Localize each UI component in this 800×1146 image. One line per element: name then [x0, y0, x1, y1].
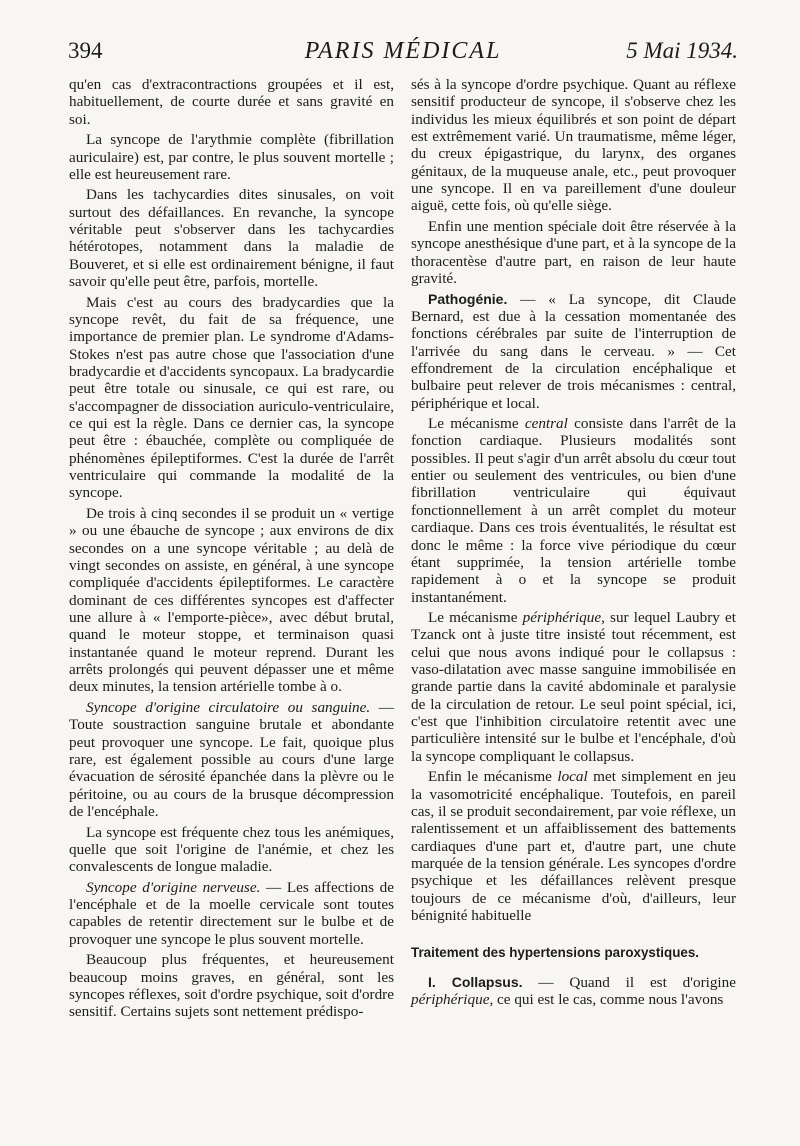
subheading: Pathogénie.	[428, 290, 508, 307]
paragraph: qu'en cas d'extracontractions groupées et il est, habituellement, de courte durée et sans gravité en soi.	[69, 76, 394, 128]
page-number: 394	[68, 38, 103, 63]
paragraph	[69, 879, 394, 948]
paragraph-text: — Toute soustraction sanguine brutale et abondante peut provoquer une syncope. Le fait, quoique plus rare, est également possible au cours d'une large évacuation de sérosité épanchée dans la plèvre ou le péritoine, ou au cours de la brusque décompression de l'encéphale.	[69, 698, 394, 821]
paragraph-text: Le mécanisme	[428, 609, 523, 627]
paragraph: Dans les tachycardies dites sinusales, on voit surtout des défaillances. En revanche, la syncope véritable peut s'observer dans les tachycardies hétérotopes, notamment dans la maladie de Bouveret, et si elle est ordinairement bénigne, il faut savoir qu'elle peut être, parfois, mortelle.	[69, 186, 394, 291]
journal-title: PARIS MÉDICAL	[304, 38, 502, 64]
paragraph: sés à la syncope d'ordre psychique. Quant au réflexe sensitif producteur de syncope, il s'observe chez les individus les mieux équilibrés et son point de départ est extrêmement varié. Un traumatisme, même léger, du creux épigastrique, du larynx, des organes génitaux, de la muqueuse anale, etc., peut provoquer une syncope. Il en va pareillement d'une douleur aiguë, cette fois, où qu'elle siège.	[411, 76, 736, 215]
paragraph	[411, 768, 736, 924]
paragraph: La syncope est fréquente chez tous les anémiques, quelle que soit l'origine de l'anémie, et chez les convalescents de longue maladie.	[69, 823, 394, 876]
paragraph-text: , sur lequel Laubry et Tzanck ont à juste titre insisté tout récemment, est celui que nous avons indiqué pour le collapsus : vaso-dilatation avec masse sanguine immobilisée en grande partie dans la cavité abdominale et paralysie de la circulation de retour. Le seul point spécial, ici, c'est que l'inhibition circulatoire retentit avec une particulière intensité sur le bulbe et l'encéphale, d'où la syncope compliquant le collapsus.	[411, 609, 736, 765]
paragraph-text: Le mécanisme	[428, 415, 525, 433]
issue-date: 5 Mai 1934.	[626, 38, 738, 63]
paragraph-text: , ce qui est le cas, comme nous l'avons	[489, 991, 724, 1009]
left-column	[69, 76, 394, 1024]
section-title: Traitement des hypertensions paroxystiques.	[411, 945, 699, 961]
paragraph: De trois à cinq secondes il se produit un « vertige » ou une ébauche de syncope ; aux environs de dix secondes on a une syncope véritable ; au delà de vingt secondes on assiste, en général, à une syncope compliquée d'accidents épileptiformes. Le caractère dominant de ces différentes syncopes est d'affecter une allure à « l'emporte-pièce», avec début brutal, quand le moteur stoppe, et terminaison quasi instantanée quand le moteur reprend. Durant les arrêts prolongés qui peuvent dépasser une et même deux minutes, la tension artérielle tombe à o.	[69, 505, 394, 696]
paragraph: Beaucoup plus fréquentes, et heureusement beaucoup moins graves, en général, sont les syncopes réflexes, soit d'ordre psychique, soit d'ordre sensitif. Certains sujets sont nettement prédispo-	[69, 951, 394, 1021]
paragraph-text: — Les affections de l'encéphale et de la moelle cervicale sont toutes capables de retentir directement sur le bulbe et de provoquer une syncope le plus souvent mortelle.	[69, 878, 394, 948]
paragraph-text: met simplement en jeu la vasomotricité encéphalique. Toutefois, en pareil cas, il se produit secondairement, par voie réflexe, un ralentissement et un affaiblissement des battements cardiaques d'une part et, d'autre part, une chute marquée de la tension générale. Les syncopes d'ordre psychique et les défaillances relèvent presque toujours de ce mécanisme d'où, d'ailleurs, leur bénignité habituelle	[411, 768, 736, 925]
paragraph: Mais c'est au cours des bradycardies que la syncope revêt, du fait de sa fréquence, une importance de premier plan. Le syndrome d'Adams-Stokes n'est pas autre chose que l'association d'une bradycardie et d'accidents syncopaux. La bradycardie peut être totale ou sinusale, ce qui est rare, ou s'accompagner de dissociation auriculo-ventriculaire, ce qui est la règle. Dans ce dernier cas, la syncope peut être : ébauchée, complète ou compliquée de phénomènes épileptiformes. C'est la durée de l'arrêt ventriculaire qui commande la modalité de la syncope.	[69, 293, 394, 502]
paragraph	[411, 291, 736, 412]
paragraph-text: — « La syncope, dit Claude Bernard, est due à la cessation momentanée des fonctions cérébrales par suite de l'interruption de l'arrivée du sang dans le cerveau. » — Cet effondrement de la circulation encéphalique et bulbaire peut relever de trois mécanismes : central, périphérique et local.	[411, 290, 736, 412]
paragraph-text: consiste dans l'arrêt de la fonction cardiaque. Plusieurs modalités sont possibles. Il peut s'agir d'un arrêt absolu du cœur tout entier ou seulement des ventricules, ou bien d'une fibrillation ventriculaire qui équivaut fonctionnellement à un arrêt complet du moteur cardiaque. Dans ces trois éventualités, le résultat est donc le même : la force vive périodique du cœur étant supprimée, la tension artérielle tombe rapidement à o et la syncope se produit instantanément.	[411, 415, 736, 606]
emphasis: périphérique	[411, 991, 490, 1009]
subheading: Syncope d'origine nerveuse.	[86, 878, 261, 896]
emphasis: central	[524, 415, 568, 433]
paragraph	[411, 609, 736, 765]
paragraph	[411, 974, 736, 1009]
emphasis: périphérique	[522, 609, 602, 627]
paragraph	[411, 415, 736, 606]
paragraph	[69, 699, 394, 820]
emphasis: local	[557, 768, 588, 786]
paragraph: Enfin une mention spéciale doit être réservée à la syncope anesthésique d'une part, et à la syncope de la thoracentèse d'autre part, en raison de leur haute gravité.	[411, 217, 736, 287]
paragraph: La syncope de l'arythmie complète (fibrillation auriculaire) est, par contre, le plus souvent mortelle ; elle est heureusement rare.	[69, 131, 394, 183]
paragraph-text: — Quand il est d'origine	[522, 973, 736, 991]
page-header	[68, 38, 738, 72]
subheading: Syncope d'origine circulatoire ou sanguine.	[86, 698, 371, 716]
subheading: I. Collapsus.	[428, 973, 523, 990]
paragraph-text: Enfin le mécanisme	[428, 768, 558, 786]
right-column	[411, 76, 736, 1012]
